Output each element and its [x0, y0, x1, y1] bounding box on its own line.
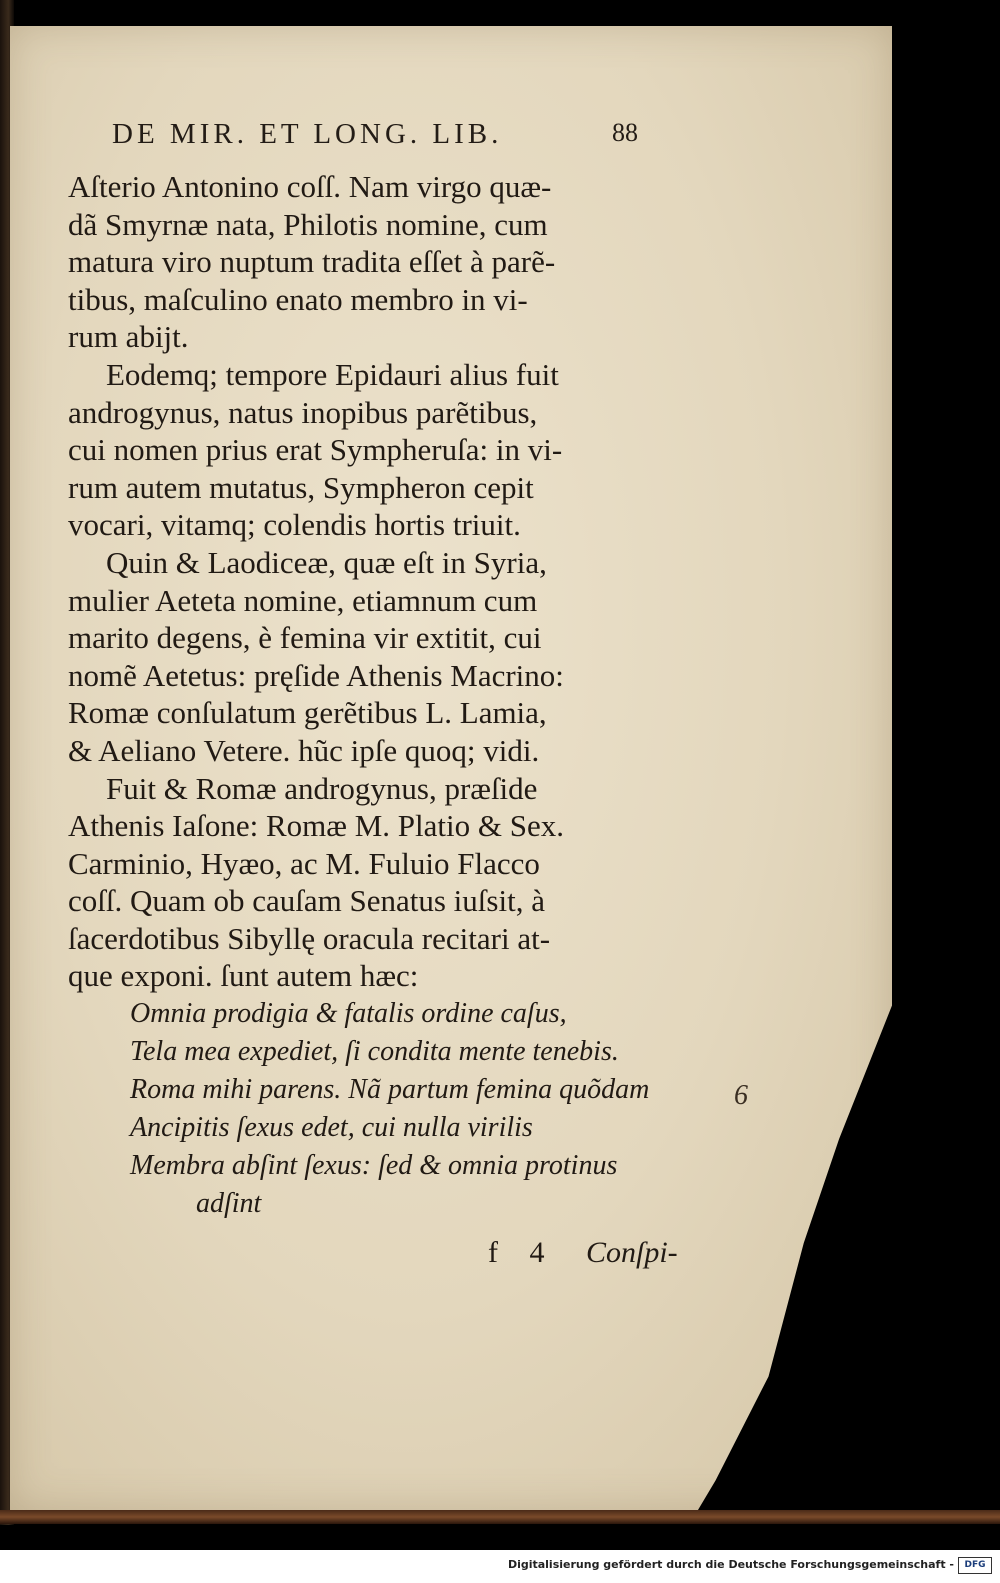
text-line: nomẽ Aetetus: pręſide Athenis Macrino:: [68, 657, 564, 693]
text-line: matura viro nuptum tradita eſſet à parẽ-: [68, 244, 556, 280]
text-line: ſacerdotibus Sibyllę oracula recitari at-: [68, 920, 551, 956]
verse-line: Tela mea expediet, ſi condita mente tenebis.: [130, 1036, 619, 1068]
text-line: vocari, vitamq; colendis hortis triuit.: [68, 507, 521, 543]
text-line: tibus, maſculino enato membro in vi-: [68, 281, 528, 317]
text-line: Athenis Iaſone: Romæ M. Platio & Sex.: [68, 808, 564, 844]
text-block: [68, 168, 688, 1223]
margin-note: 6: [734, 1080, 748, 1111]
text-line: Romæ conſulatum gerẽtibus L. Lamia,: [68, 695, 547, 731]
text-line: dã Smyrnæ nata, Philotis nomine, cum: [68, 206, 548, 242]
page-number: 88: [612, 118, 638, 147]
footer-bar: [0, 1550, 1000, 1583]
verse-line: Omnia prodigia & fatalis ordine caſus,: [130, 998, 567, 1030]
verse-line: Roma mihi parens. Nã partum femina quõdam: [130, 1074, 650, 1106]
text-line: androgynus, natus inopibus parẽtibus,: [68, 394, 538, 430]
text-line: rum abijt.: [68, 319, 189, 355]
text-line: Carminio, Hyæo, ac M. Fuluio Flacco: [68, 845, 540, 881]
catchline: [488, 1236, 678, 1270]
text-line: & Aeliano Vetere. hũc ipſe quoq; vidi.: [68, 732, 540, 768]
signature-number: 4: [529, 1236, 545, 1269]
verse-line: Ancipitis ſexus edet, cui nulla virilis: [130, 1112, 533, 1144]
catchword: Conſpi-: [586, 1236, 678, 1269]
running-head: DE MIR. ET LONG. LIB.: [112, 118, 503, 150]
text-line: cui nomen prius erat Sympheruſa: in vi-: [68, 432, 563, 468]
dfg-logo-icon: DFG: [958, 1557, 992, 1574]
page-header: [112, 118, 652, 151]
book-bottom-edge: [0, 1510, 1000, 1524]
text-line: que exponi. ſunt autem hæc:: [68, 958, 419, 994]
verse-line: Membra abſint ſexus: ſed & omnia protinus: [130, 1150, 618, 1182]
text-line: rum autem mutatus, Sympheron cepit: [68, 469, 534, 505]
text-line: Fuit & Romæ androgynus, præſide: [106, 770, 538, 806]
verse-line: adſint: [196, 1188, 262, 1220]
funding-credit: Digitalisierung gefördert durch die Deutsche Forschungsgemeinschaft -: [507, 1558, 954, 1571]
text-line: marito degens, è femina vir extitit, cui: [68, 620, 542, 656]
text-line: Quin & Laodiceæ, quæ eſt in Syria,: [106, 544, 547, 580]
text-line: mulier Aeteta nomine, etiamnum cum: [68, 582, 538, 618]
text-line: Aſterio Antonino coſſ. Nam virgo quæ-: [68, 169, 552, 204]
signature-mark: f: [488, 1236, 498, 1269]
text-line: Eodemq; tempore Epidauri alius fuit: [106, 356, 559, 392]
text-line: coſſ. Quam ob cauſam Senatus iuſsit, à: [68, 883, 545, 919]
